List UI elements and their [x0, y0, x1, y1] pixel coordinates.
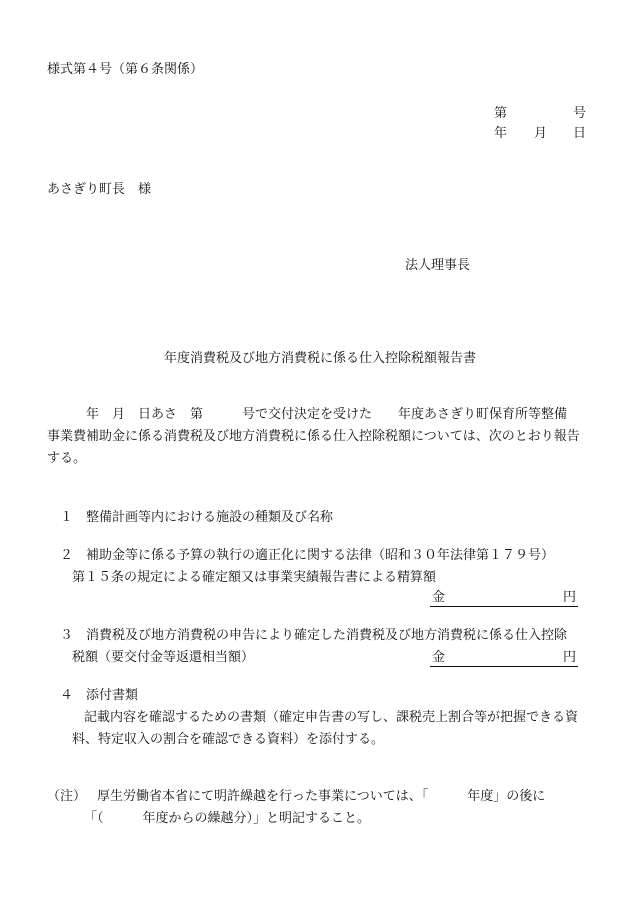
sender: 法人理事長: [405, 258, 471, 273]
intro-line-3: する。: [47, 451, 87, 466]
item-4-title: ４ 添付書類: [60, 688, 139, 703]
intro-line-2: 事業費補助金に係る消費税及び地方消費税に係る仕入控除税額については、次のとおり報告: [47, 429, 580, 444]
note-line-1: 厚生労働省本省にて明許繰越を行った事業については、「 年度」の後に: [97, 789, 546, 804]
date-year: 年: [494, 126, 508, 141]
item-2-line-1: ２ 補助金等に係る予算の執行の適正化に関する法律（昭和３０年法律第１７９号）: [60, 548, 555, 563]
date-day: 日: [573, 126, 587, 141]
item-4-line-2: 料、特定収入の割合を確認できる資料）を添付する。: [72, 732, 385, 747]
note-line-2: 「（ 年度からの繰越分）」と明記すること。: [84, 811, 371, 826]
item-3-amount-underline: [430, 666, 578, 667]
item-1: １ 整備計画等内における施設の種類及び名称: [60, 510, 334, 525]
item-4-line-1: 記載内容を確認するための書類（確定申告書の写し、課税売上割合等が把握できる資: [84, 710, 579, 725]
intro-line-1: 年 月 日あさ 第 号で交付決定を受けた 年度あさぎり町保育所等整備: [60, 407, 568, 422]
item-2-line-2: 第１５条の規定による確定額又は事業実績報告書による精算額: [72, 570, 437, 585]
item-2-amount-suffix: 円: [563, 590, 577, 605]
item-3-line-2: 税額（要交付金等返還相当額）: [72, 650, 255, 665]
date-month: 月: [534, 126, 548, 141]
form-number: 様式第４号（第６条関係）: [47, 62, 204, 77]
item-2-amount-prefix: 金: [432, 590, 446, 605]
item-3-amount-suffix: 円: [563, 650, 577, 665]
note-label: （注）: [47, 789, 87, 804]
doc-number-suffix: 号: [573, 106, 587, 121]
item-2-amount-underline: [430, 606, 578, 607]
addressee: あさぎり町長 様: [47, 182, 152, 197]
item-3-amount-prefix: 金: [432, 650, 446, 665]
doc-number-prefix: 第: [494, 106, 508, 121]
item-3-line-1: ３ 消費税及び地方消費税の申告により確定した消費税及び地方消費税に係る仕入控除: [60, 628, 568, 643]
report-title: 年度消費税及び地方消費税に係る仕入控除税額報告書: [164, 351, 477, 366]
